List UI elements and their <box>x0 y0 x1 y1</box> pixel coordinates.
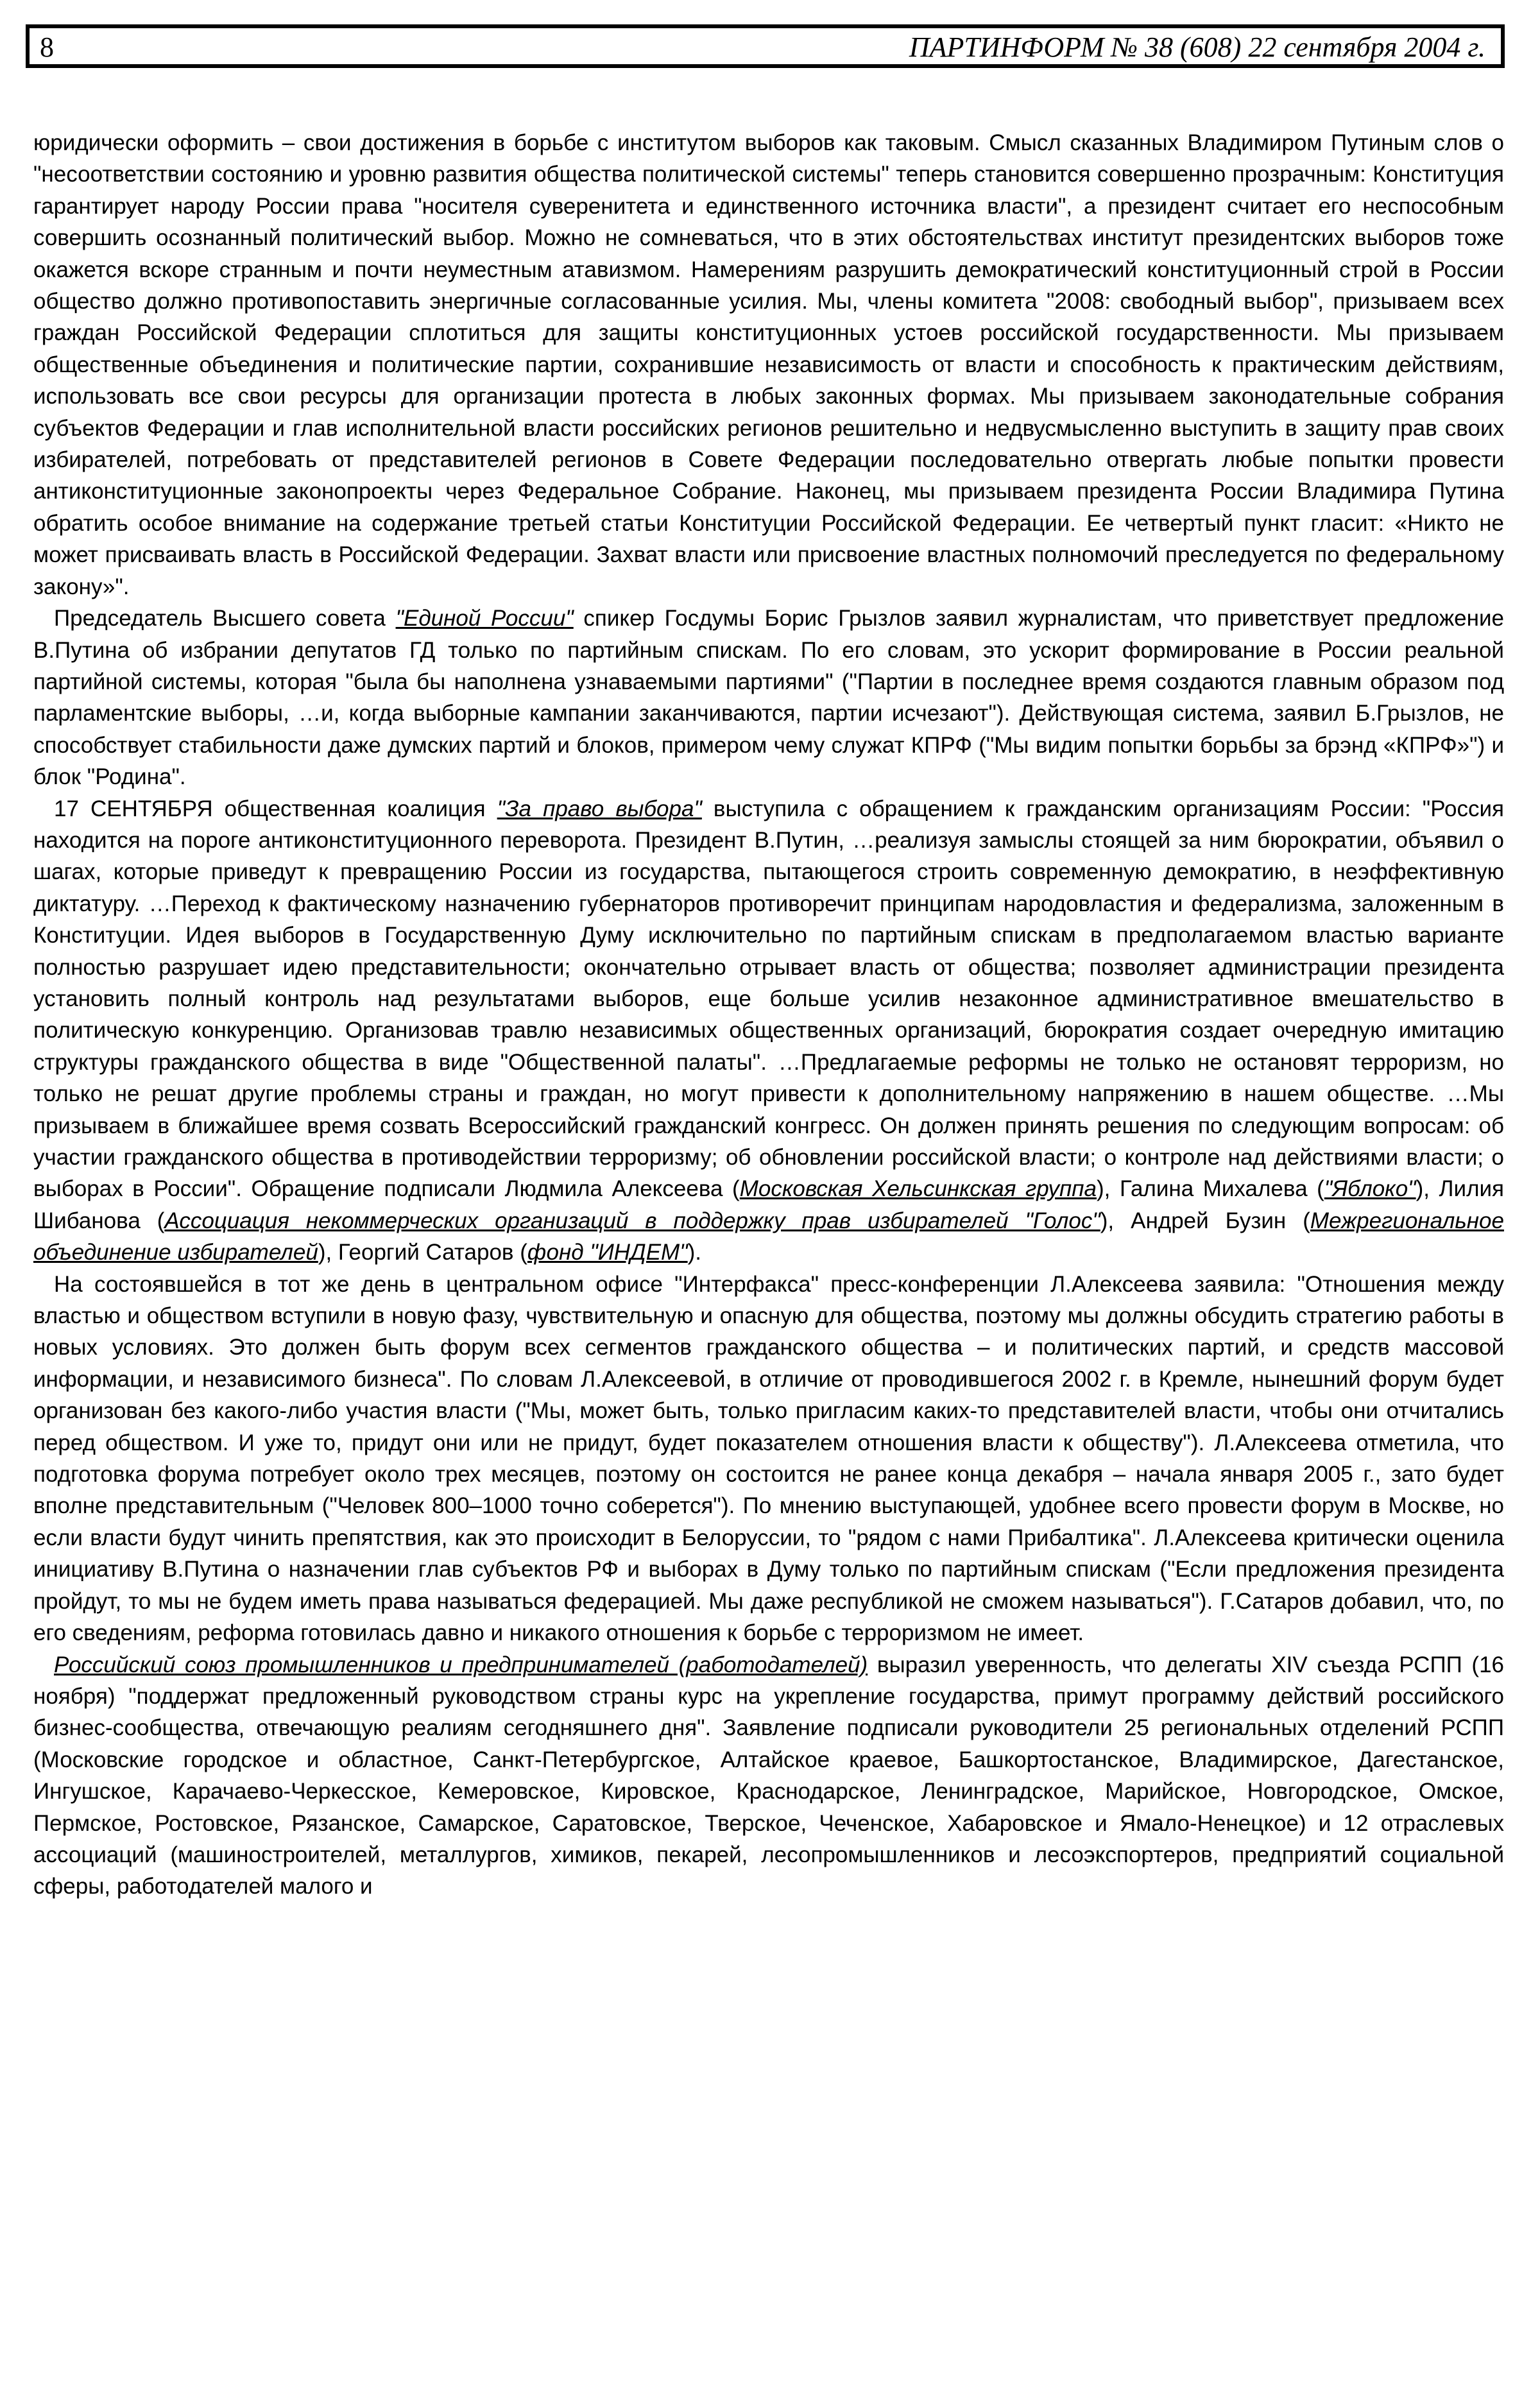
link-rspp[interactable]: Российский союз промышленников и предпринимателей (работодателей) <box>54 1652 868 1677</box>
paragraph-1 <box>33 127 1504 603</box>
page-number: 8 <box>40 31 54 63</box>
paragraph-1-text: юридически оформить – свои достижения в борьбе с институтом выборов как таковым. Смысл сказанных Владимиром Путиным слов о "несоответствии состоянию и уровню развития общества политической системы" теперь становится совершенно прозрачным: Конституция гарантирует народу России права "носителя суверенитета и единственного источника власти", а президент считает его неспособным совершить осознанный политический выбор. Можно не сомневаться, что в этих обстоятельствах институт президентских выборов тоже окажется вскоре странным и почти неуместным атавизмом. Намерениям разрушить демократический конституционный строй в России общество должно противопоставить энергичные согласованные усилия. Мы, члены комитета "2008: свободный выбор", призываем всех граждан Российской Федерации сплотиться для защиты конституционных устоев российской государственности. Мы призываем общественные объединения и политические партии, сохранившие независимость от власти и способность к практическим действиям, использовать все свои ресурсы для организации протеста в любых законных формах. Мы призываем законодательные собрания субъектов Федерации и глав исполнительной власти российских регионов решительно и недвусмысленно выступить в защиту прав своих избирателей, потребовать от представителей регионов в Совете Федерации последовательно отвергать любые попытки провести антиконституционные законопроекты через Федеральное Собрание. Наконец, мы призываем президента России Владимира Путина обратить особое внимание на содержание третьей статьи Конституции Российской Федерации. Ее четвертый пункт гласит: «Никто не может присваивать власть в Российской Федерации. Захват власти или присвоение властных полномочий преследуется по федеральному закону»". <box>33 130 1504 599</box>
link-za-pravo-vybora[interactable]: "За право выбора" <box>497 796 702 821</box>
issue-title: ПАРТИНФОРМ № 38 (608) 22 сентября 2004 г. <box>909 31 1485 63</box>
paragraph-3 <box>33 793 1504 1269</box>
paragraph-2-lead: Председатель Высшего совета <box>54 606 396 631</box>
link-golos[interactable]: Ассоциация некоммерческих организаций в поддержку прав избирателей "Голос" <box>164 1208 1100 1233</box>
paragraph-3-sep-4: ), Георгий Сатаров ( <box>318 1240 527 1265</box>
link-mhg[interactable]: Московская Хельсинкская группа <box>739 1176 1097 1202</box>
paragraph-3-sep-3: ), Андрей Бузин ( <box>1100 1208 1310 1233</box>
link-edinaya-rossiya[interactable]: "Единой России" <box>395 606 574 631</box>
paragraph-4 <box>33 1269 1504 1649</box>
paragraph-5 <box>33 1649 1504 1903</box>
link-indem[interactable]: фонд "ИНДЕМ" <box>527 1240 688 1265</box>
paragraph-2-text: спикер Госдумы Борис Грызлов заявил журналистам, что приветствует предложение В.Путина об избрании депутатов ГД только по партийным спискам. По его словам, это ускорит формирование в России реальной партийной системы, которая "была бы наполнена узнаваемыми партиями" ("Партии в последнее время создаются главным образом под парламентские выборы, …и, когда выборные кампании заканчиваются, партии исчезают"). Действующая система, заявил Б.Грызлов, не способствует стабильности даже думских партий и блоков, примером чему служат КПРФ ("Мы видим попытки борьбы за брэнд «КПРФ»") и блок "Родина". <box>33 606 1504 790</box>
link-yabloko[interactable]: "Яблоко" <box>1324 1176 1416 1202</box>
paragraph-4-text: На состоявшейся в тот же день в центральном офисе "Интерфакса" пресс-конференции Л.Алексеева заявила: "Отношения между властью и обществом вступили в новую фазу, чувствительную и опасную для общества, поэтому мы должны обсудить стратегию работы в новых условиях. Это должен быть форум всех сегментов гражданского общества – и политических партий, и средств массовой информации, и независимого бизнеса". По словам Л.Алексеевой, в отличие от проводившегося 2002 г. в Кремле, нынешний форум будет организован без какого-либо участия власти ("Мы, может быть, только пригласим каких-то представителей власти, чтобы они отчитались перед обществом. И уже то, придут они или не придут, будет показателем отношения власти к обществу"). Л.Алексеева отметила, что подготовка форума потребует около трех месяцев, поэтому он состоится не ранее конца декабря – начала января 2005 г., зато будет вполне представительным ("Человек 800–1000 точно соберется"). По мнению выступающей, удобнее всего провести форум в Москве, но если власти будут чинить препятствия, как это происходит в Белоруссии, то "рядом с нами Прибалтика". Л.Алексеева критически оценила инициативу В.Путина о назначении глав субъектов РФ и выборах в Думу только по партийным спискам ("Если предложения президента пройдут, то мы не будем иметь права называться федерацией. Мы даже республикой не сможем называться"). Г.Сатаров добавил, что, по его сведениям, реформа готовилась давно и никакого отношения к борьбе с терроризмом не имеет. <box>33 1271 1504 1646</box>
page-header <box>26 24 1505 68</box>
paragraph-3-sep-1: ), Галина Михалева ( <box>1097 1176 1324 1202</box>
paragraph-5-text: выразил уверенность, что делегаты XIV съезда РСПП (16 ноября) "поддержат предложенный руководством страны курс на укрепление государства, примут программу действий российского бизнес-сообщества, отвечающую реалиям сегодняшнего дня". Заявление подписали руководители 25 региональных отделений РСПП (Московские городское и областное, Санкт-Петербургское, Алтайское краевое, Башкортостанское, Владимирское, Дагестанское, Ингушское, Карачаево-Черкесское, Кемеровское, Кировское, Краснодарское, Ленинградское, Марийское, Новгородское, Омское, Пермское, Ростовское, Рязанское, Самарское, Саратовское, Тверское, Чеченское, Хабаровское и Ямало-Ненецкое) и 12 отраслевых ассоциаций (машиностроителей, металлургов, химиков, пекарей, лесопромышленников и лесоэкспортеров, предприятий социальной сферы, работодателей малого и <box>33 1652 1504 1899</box>
paragraph-3-text: выступила с обращением к гражданским организациям России: "Россия находится на пороге антиконституционного переворота. Президент В.Путин, …реализуя замыслы стоящей за ним бюрократии, объявил о шагах, которые приведут к превращению России из государства, пытающегося строить современную демократию, в неэффективную диктатуру. …Переход к фактическому назначению губернаторов противоречит принципам народовластия и федерализма, заложенным в Конституции. Идея выборов в Государственную Думу исключительно по партийным спискам в предполагаемом властью варианте полностью разрушает идею представительности; окончательно отрывает власть от общества; позволяет администрации президента установить полный контроль над результатами выборов, еще больше усилив незаконное административное вмешательство в политическую конкуренцию. Организовав травлю независимых общественных организаций, бюрократия создает очередную имитацию структуры гражданского общества в виде "Общественной палаты". …Предлагаемые реформы не только не остановят терроризм, но только не решат другие проблемы страны и граждан, но могут привести к дополнительному напряжению в нашем обществе. …Мы призываем в ближайшее время созвать Всероссийский гражданский конгресс. Он должен принять решения по следующим вопросам: об участии гражданского общества в противодействии терроризму; об обновлении российской власти; о контроле над действиями власти; о выборах в России". Обращение подписали Людмила Алексеева ( <box>33 796 1504 1202</box>
paragraph-2 <box>33 603 1504 793</box>
article-body <box>33 127 1504 1903</box>
link-mobi[interactable]: Межрегиональное объединение избирателей <box>33 1208 1504 1265</box>
paragraph-3-sep-2: ), Лилия Шибанова ( <box>33 1176 1504 1233</box>
paragraph-3-end: ). <box>687 1240 702 1265</box>
paragraph-3-lead: 17 СЕНТЯБРЯ общественная коалиция <box>54 796 497 821</box>
